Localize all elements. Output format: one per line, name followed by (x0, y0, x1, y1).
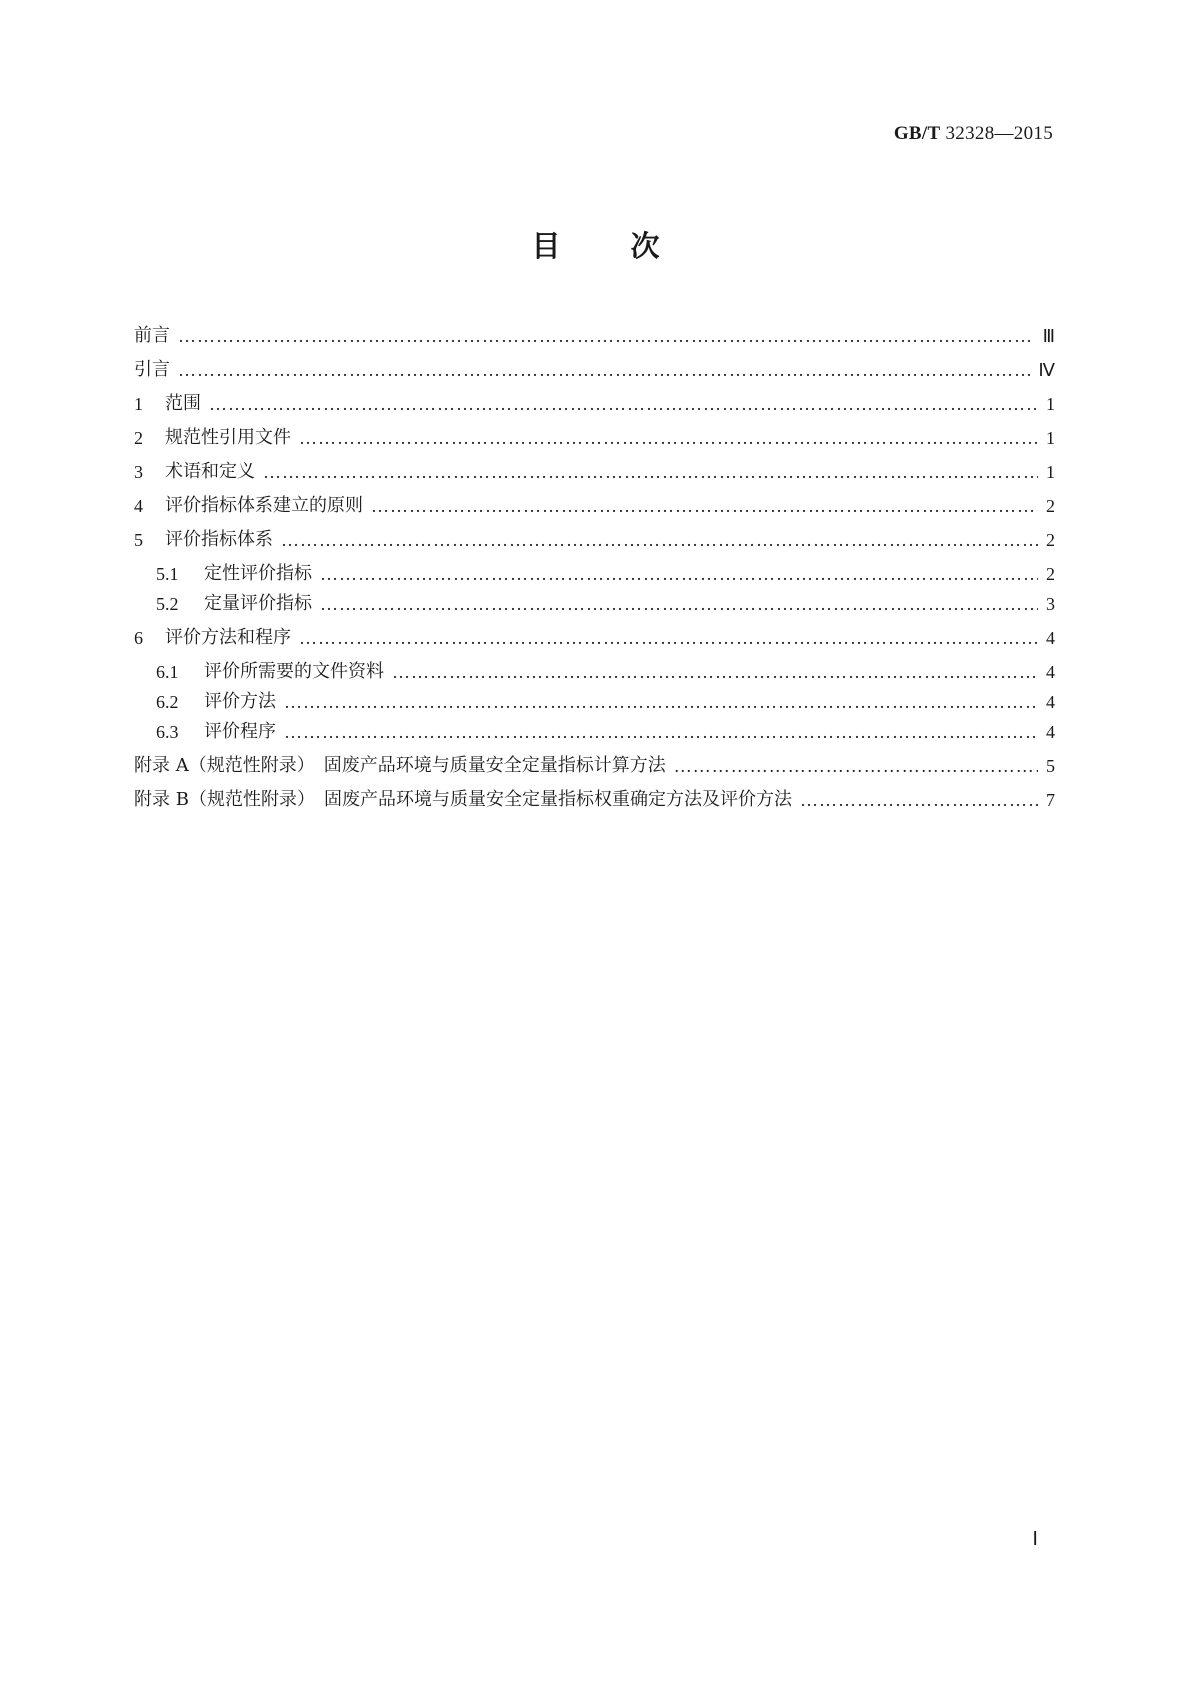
page-number: Ⅰ (1032, 1529, 1038, 1550)
toc-leader-dots (299, 627, 1038, 649)
toc-entry-number: 6.3 (156, 722, 179, 742)
title-char-1: 目 (531, 229, 561, 263)
standard-code-prefix: GB/T (893, 123, 941, 144)
toc-entry-foreword[interactable] (134, 323, 1055, 347)
toc-entry-number: 6.1 (156, 662, 179, 682)
toc-entry-number: 5.2 (156, 594, 179, 614)
toc-leader-dots (320, 593, 1038, 615)
toc-entry-5-2[interactable] (156, 591, 1055, 615)
toc-entry-label: 术语和定义 (165, 461, 255, 482)
toc-entry-number: 3 (134, 462, 143, 482)
toc-leader-dots (178, 325, 1035, 347)
toc-leader-dots (263, 461, 1038, 483)
toc-entry-page: Ⅲ (1042, 326, 1055, 346)
toc-entry-page: 7 (1046, 790, 1055, 810)
toc-entry-page: 2 (1046, 530, 1055, 550)
toc-leader-dots (392, 661, 1038, 683)
toc-entry-6-1[interactable] (156, 659, 1055, 683)
toc-entry-number: 4 (134, 496, 143, 516)
toc-entry-label: 评价指标体系 (165, 529, 273, 550)
toc-entry-label: 评价指标体系建立的原则 (165, 495, 363, 516)
toc-entry-label: 附录 A（规范性附录） 固废产品环境与质量安全定量指标计算方法 (134, 755, 666, 776)
toc-entry-label: 规范性引用文件 (165, 427, 291, 448)
toc-entry-label: 评价程序 (204, 721, 276, 742)
toc-entry-page: 2 (1046, 496, 1055, 516)
toc-entry-label: 前言 (134, 325, 170, 346)
toc-entry-2[interactable] (134, 425, 1055, 449)
toc-entry-page: 1 (1046, 394, 1055, 414)
toc-leader-dots (284, 721, 1038, 743)
toc-leader-dots (800, 789, 1038, 811)
toc-leader-dots (371, 495, 1038, 517)
toc-entry-label: 附录 B（规范性附录） 固废产品环境与质量安全定量指标权重确定方法及评价方法 (134, 789, 792, 810)
standard-code (894, 123, 1053, 145)
toc-leader-dots (209, 393, 1038, 415)
toc-entry-number: 5.1 (156, 564, 179, 584)
toc-entry-number: 1 (134, 394, 143, 414)
standard-code-number: 32328—2015 (945, 123, 1053, 144)
toc-leader-dots (320, 563, 1038, 585)
toc-entry-label: 评价方法和程序 (165, 627, 291, 648)
toc-entry-page: 4 (1046, 692, 1055, 712)
toc-entry-number: 5 (134, 530, 143, 550)
toc-entry-page: 2 (1046, 564, 1055, 584)
toc-entry-5-1[interactable] (156, 561, 1055, 585)
toc-entry-label: 评价所需要的文件资料 (204, 661, 384, 682)
toc-entry-label: 定性评价指标 (204, 563, 312, 584)
toc-entry-number: 2 (134, 428, 143, 448)
toc-entry-number: 6 (134, 628, 143, 648)
toc-entry-3[interactable] (134, 459, 1055, 483)
toc-entry-annex-a[interactable] (134, 753, 1055, 777)
toc-leader-dots (281, 529, 1038, 551)
toc-entry-introduction[interactable] (134, 357, 1055, 381)
toc-entry-page: 3 (1046, 594, 1055, 614)
toc-entry-6[interactable] (134, 625, 1055, 649)
toc-leader-dots (284, 691, 1038, 713)
toc-entry-page: 5 (1046, 756, 1055, 776)
toc-entry-6-2[interactable] (156, 689, 1055, 713)
toc-entry-annex-b[interactable] (134, 787, 1055, 811)
toc-leader-dots (178, 359, 1030, 381)
toc-entry-page: 1 (1046, 462, 1055, 482)
page-title (0, 224, 1191, 265)
toc-entry-page: Ⅳ (1038, 360, 1055, 380)
toc-entry-1[interactable] (134, 391, 1055, 415)
toc-entry-5[interactable] (134, 527, 1055, 551)
toc-entry-label: 定量评价指标 (204, 593, 312, 614)
toc-entry-page: 4 (1046, 722, 1055, 742)
toc-entry-6-3[interactable] (156, 719, 1055, 743)
toc-entry-page: 4 (1046, 628, 1055, 648)
toc-entry-label: 评价方法 (204, 691, 276, 712)
toc-entry-page: 1 (1046, 428, 1055, 448)
title-char-2: 次 (630, 229, 660, 263)
toc-entry-page: 4 (1046, 662, 1055, 682)
toc-entry-number: 6.2 (156, 692, 179, 712)
toc-entry-4[interactable] (134, 493, 1055, 517)
toc-entry-label: 引言 (134, 359, 170, 380)
toc-entry-label: 范围 (165, 393, 201, 414)
toc-leader-dots (674, 755, 1038, 777)
toc-leader-dots (299, 427, 1038, 449)
